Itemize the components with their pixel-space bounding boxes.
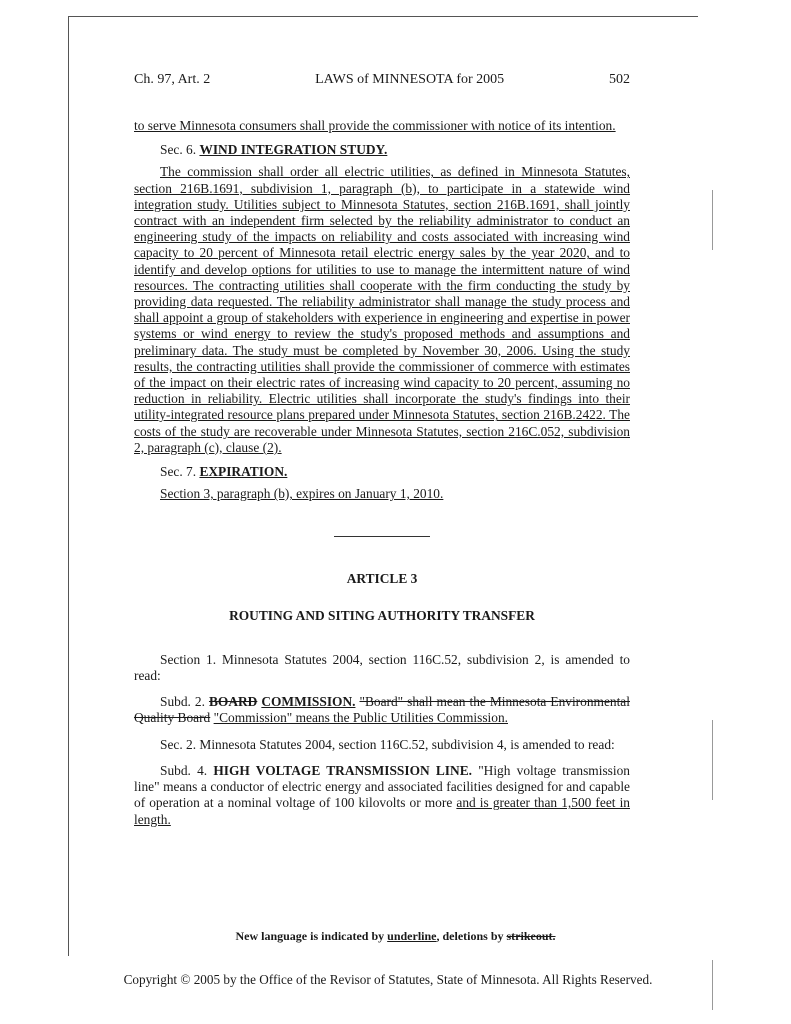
subd4-label: Subd. 4. — [160, 762, 208, 778]
footnote-underline-word: underline — [387, 929, 437, 943]
sec7-number: Sec. 7. — [160, 464, 197, 480]
divider — [334, 536, 430, 537]
section1-text: Section 1. Minnesota Statutes 2004, section 116C.52, subdivision 2, is amended to read: — [134, 651, 630, 684]
intro-paragraph: to serve Minnesota consumers shall provide the commissioner with notice of its intention. — [134, 118, 616, 133]
subd2-label: Subd. 2. — [160, 694, 205, 710]
sec7-heading-line — [134, 464, 630, 480]
subd4-underlined-text: and is greater than 1,500 feet in length. — [134, 795, 630, 827]
footnote-strike-word: strikeout. — [506, 929, 556, 943]
subd2-new-text: "Commission" means the Public Utilities Commission. — [213, 710, 508, 726]
scan-border-top — [68, 16, 698, 17]
legend-footnote — [0, 929, 791, 944]
copyright-notice: Copyright © 2005 by the Office of the Revisor of Statutes, State of Minnesota. All Rights Reserved. — [123, 972, 653, 987]
document-page — [134, 72, 630, 828]
subd4-paragraph — [134, 763, 630, 828]
subd4-text: "High voltage transmission line" means a conductor of electric energy and associated facilities designed for and capable of operation at a nominal voltage of 100 kilovolts or more — [134, 762, 630, 811]
scan-edge-mark — [712, 720, 713, 800]
footnote-middle: , deletions by — [436, 929, 504, 943]
sec7-heading: EXPIRATION. — [199, 464, 288, 480]
page-number: 502 — [609, 72, 630, 87]
page-header — [134, 72, 630, 88]
sec6-heading-line — [134, 142, 630, 158]
article-title: ROUTING AND SITING AUTHORITY TRANSFER — [229, 607, 535, 623]
subd2-paragraph — [134, 694, 630, 726]
scan-edge-mark — [712, 190, 713, 250]
footnote-prefix: New language is indicated by — [235, 929, 385, 943]
sec7-body: Section 3, paragraph (b), expires on January 1, 2010. — [160, 486, 444, 502]
subd2-heading-struck: BOARD — [208, 694, 258, 710]
scan-edge-mark — [712, 960, 713, 1010]
scan-border-left — [68, 16, 69, 956]
sec6-number: Sec. 6. — [160, 142, 197, 158]
sec6-heading: WIND INTEGRATION STUDY. — [199, 142, 388, 158]
page-title: LAWS of MINNESOTA for 2005 — [315, 72, 505, 87]
chapter-label: Ch. 97, Art. 2 — [134, 72, 211, 87]
subd2-struck-text: "Board" shall mean the Minnesota Environmental Quality Board — [134, 694, 630, 726]
subd2-heading-new: COMMISSION. — [261, 694, 356, 710]
article-label: ARTICLE 3 — [346, 571, 418, 587]
sec2-text: Sec. 2. Minnesota Statutes 2004, section 116C.52, subdivision 4, is amended to read: — [160, 736, 615, 752]
subd4-heading: HIGH VOLTAGE TRANSMISSION LINE. — [213, 762, 472, 778]
sec6-body: The commission shall order all electric utilities, as defined in Minnesota Statutes, section 216B.1691, subdivision 1, paragraph (b), to participate in a statewide wind integration study. Utilities subject to Minnesota Statutes, section 216B.1691, shall jointly contract with an independent firm selected by the reliability administrator to conduct an engineering study of the impacts on reliability and costs associated with increasing wind capacity to 20 percent of Minnesota retail electric energy sales by the year 2020, and to identify and develop options for utilities to use to manage the intermittent nature of wind resources. The contracting utilities shall cooperate with the firm conducting the study by providing data requested. The reliability administrator shall manage the study process and shall appoint a group of stakeholders with experience in engineering and expertise in power systems or wind energy to review the study's proposed methods and assumptions and preliminary data. The study must be completed by November 30, 2006. Using the study results, the contracting utilities shall provide the commissioner of commerce with estimates of the impact on their electric rates of increasing wind capacity to 20 percent, assuming no reduction in reliability. Electric utilities shall incorporate the study's findings into their utility-integrated resource plans prepared under Minnesota Statutes, section 216B.2422. The costs of the study are recoverable under Minnesota Statutes, section 216C.052, subdivision 2, paragraph (c), clause (2). — [134, 164, 630, 455]
